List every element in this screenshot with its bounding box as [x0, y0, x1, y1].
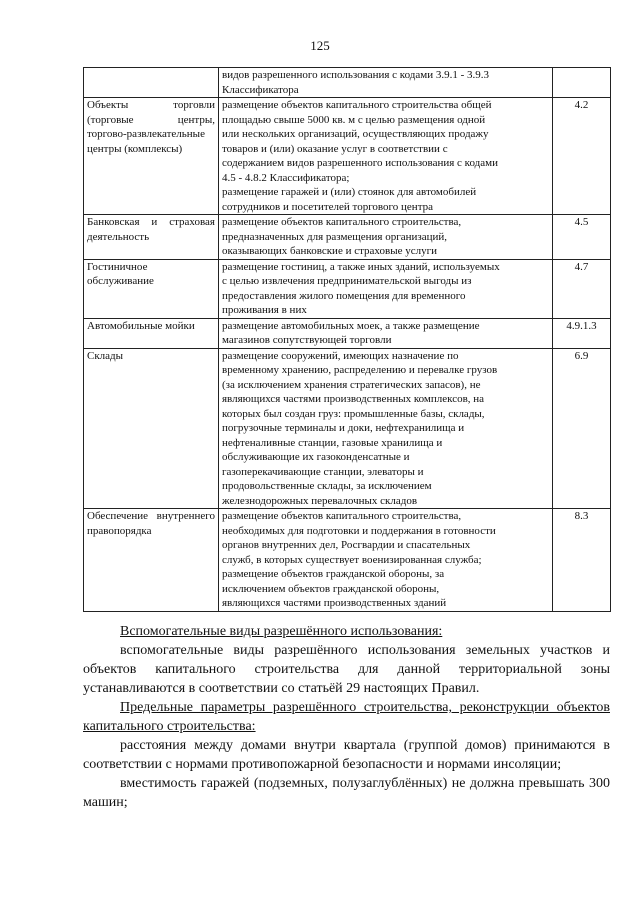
use-description-cell: размещение объектов капитального строительства, необходимых для подготовки и поддержания в готовности органов внутренних дел, Росгвардии и спасательных служб, в которых существует военизированная служба; размещение объектов гражданской обороны, за исключением объектов гражданской обороны, являющихся частями производственных зданий [219, 509, 553, 612]
use-name-cell [84, 68, 219, 98]
use-description-cell: размещение объектов капитального строительства общей площадью свыше 5000 кв. м с целью размещения одной или нескольких организаций, осуществляющих продажу товаров и (или) оказание услуг в соответствии с содержанием видов разрешенного использования с кодами 4.5 - 4.8.2 Классификатора; размещение гаражей и (или) стоянок для автомобилей сотрудников и посетителей торгового центра [219, 98, 553, 215]
use-description-cell: размещение объектов капитального строительства, предназначенных для размещения организаций, оказывающих банковские и страховые услуги [219, 215, 553, 260]
distance-paragraph: расстояния между домами внутри квартала (группой домов) принимаются в соответствии с нормами противопожарной безопасности и нормами инсоляции; [83, 738, 610, 772]
table-row [84, 509, 611, 612]
use-name-cell: Склады [84, 348, 219, 509]
use-description-cell: видов разрешенного использования с кодами 3.9.1 - 3.9.3 Классификатора [219, 68, 553, 98]
use-code-cell: 4.5 [553, 215, 611, 260]
use-description-cell: размещение автомобильных моек, а также размещение магазинов сопутствующей торговли [219, 318, 553, 348]
table-row [84, 348, 611, 509]
use-description-cell: размещение сооружений, имеющих назначение по временному хранению, распределению и перевалке грузов (за исключением хранения стратегических запасов), не являющихся частями производственных комплексов, на которых был создан груз: промышленные базы, склады, погрузочные терминалы и доки, нефтехранилища и нефтеналивные станции, газовые хранилища и обслуживающие их газоконденсатные и газоперекачивающие станции, элеваторы и продовольственные склады, за исключением железнодорожных перевалочных складов [219, 348, 553, 509]
page-number: 125 [310, 38, 330, 53]
aux-uses-heading: Вспомогательные виды разрешённого использования: [120, 624, 443, 639]
table-row [84, 215, 611, 260]
table-row [84, 318, 611, 348]
use-name-cell: Гостиничное обслуживание [84, 259, 219, 318]
use-description-cell: размещение гостиниц, а также иных зданий, используемых с целью извлечения предпринимательской выгоды из предоставления жилого помещения для временного проживания в них [219, 259, 553, 318]
use-name-cell: Автомобильные мойки [84, 318, 219, 348]
use-code-cell [553, 68, 611, 98]
limits-heading: Предельные параметры разрешённого строительства, реконструкции объектов капитального строительства: [83, 700, 610, 734]
use-code-cell: 6.9 [553, 348, 611, 509]
use-code-cell: 4.9.1.3 [553, 318, 611, 348]
use-code-cell: 4.2 [553, 98, 611, 215]
use-name-cell: Объекты торговли (торговые центры, торгово-развлекательные центры (комплексы) [84, 98, 219, 215]
body-text [83, 622, 610, 812]
table-row [84, 259, 611, 318]
permitted-use-table [83, 67, 611, 612]
garage-capacity-paragraph: вместимость гаражей (подземных, полузаглублённых) не должна превышать 300 машин; [83, 776, 610, 810]
use-name-cell: Банковская и страховая деятельность [84, 215, 219, 260]
use-name-cell: Обеспечение внутреннего правопорядка [84, 509, 219, 612]
use-code-cell: 8.3 [553, 509, 611, 612]
table-row [84, 68, 611, 98]
table-row [84, 98, 611, 215]
aux-uses-paragraph: вспомогательные виды разрешённого использования земельных участков и объектов капитального строительства для данной территориальной зоны устанавливаются в соответствии со статьёй 29 настоящих Правил. [83, 643, 610, 696]
use-code-cell: 4.7 [553, 259, 611, 318]
